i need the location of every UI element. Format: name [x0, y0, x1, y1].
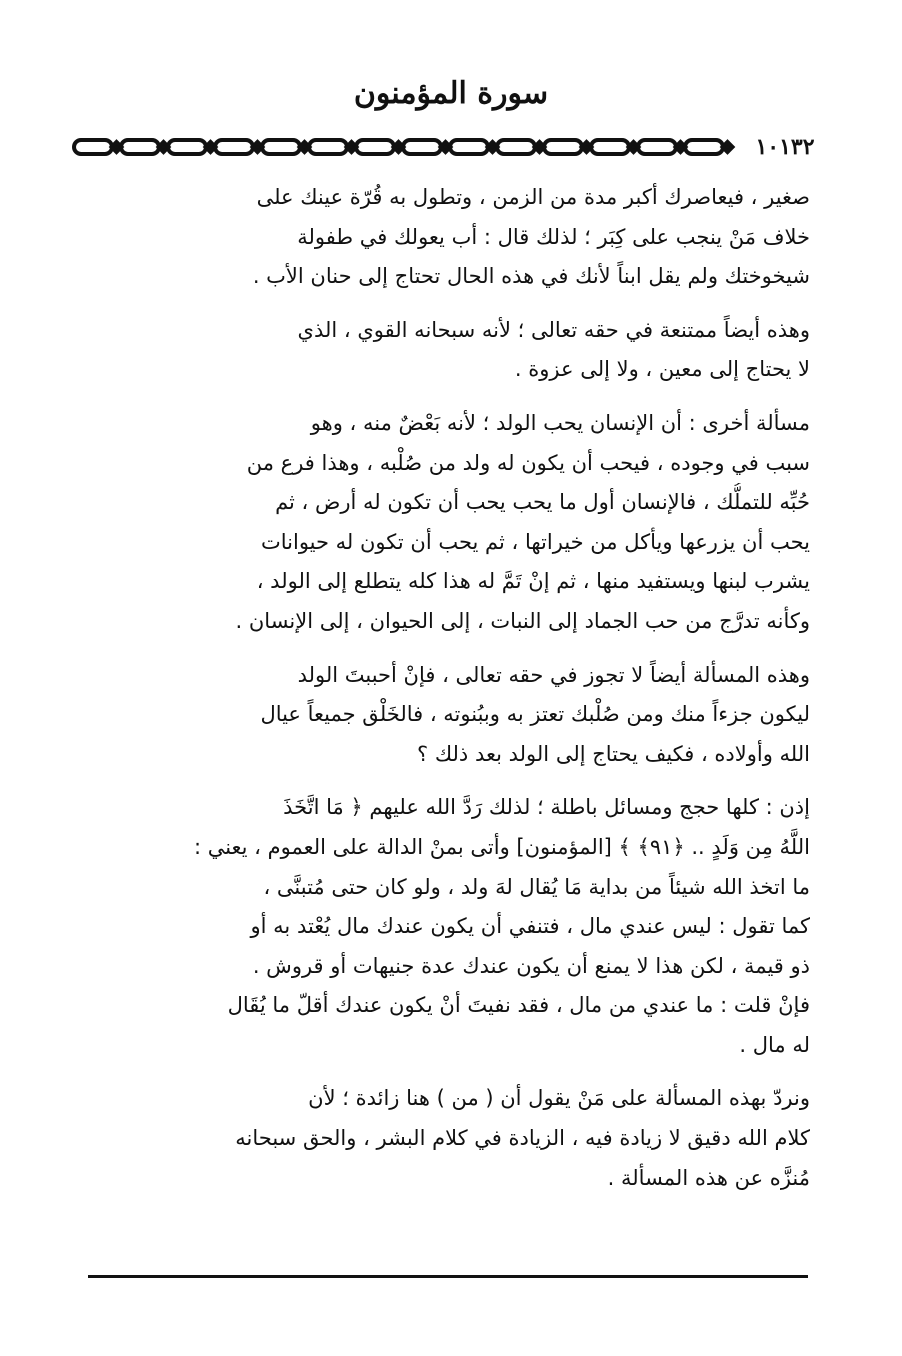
text-line: حُبِّه للتملُّك ، فالإنسان أول ما يحب يحب أن تكون له أرض ، ثم	[275, 490, 810, 515]
text-line: وهذه أيضاً ممتنعة في حقه تعالى ؛ لأنه سبحانه القوي ، الذي	[297, 317, 810, 342]
page-number: ١٠١٣٢	[740, 134, 830, 160]
decorative-header-border	[70, 132, 832, 162]
text-line: فإنْ قلت : ما عندي من مال ، فقد نفيتَ أنْ يكون عندك أقلّ ما يُقَال	[227, 993, 810, 1018]
text-line: لا يحتاج إلى معين ، ولا إلى عزوة .	[514, 357, 810, 382]
text-line: وكأنه تدرَّج من حب الجماد إلى النبات ، إلى الحيوان ، إلى الإنسان .	[235, 608, 810, 633]
text-line: مسألة أخرى : أن الإنسان يحب الولد ؛ لأنه بَعْضٌ منه ، وهو	[310, 410, 810, 435]
text-line: مُنزَّه عن هذه المسألة .	[607, 1165, 810, 1190]
text-line: وهذه المسألة أيضاً لا تجوز في حقه تعالى ، فإنْ أحببتَ الولد	[297, 662, 810, 687]
surah-title: سورة المؤمنون	[353, 76, 549, 111]
text-line: سبب في وجوده ، فيحب أن يكون له ولد من صُلْبه ، وهذا فرع من	[246, 450, 810, 475]
footer-rule	[88, 1275, 808, 1278]
text-line: ليكون جزءاً منك ومن صُلْبك تعتز به وببُنوته ، فالخَلْق جميعاً عيال	[260, 702, 810, 727]
text-line: الله وأولاده ، فكيف يحتاج إلى الولد بعد ذلك ؟	[417, 741, 810, 766]
text-line: ونردّ بهذه المسألة على مَنْ يقول أن ( من ) هنا زائدة ؛ لأن	[308, 1086, 810, 1111]
text-line: كما تقول : ليس عندي مال ، فتنفي أن يكون عندك مال يُعْتد به أو	[250, 914, 810, 939]
text-line: إذن : كلها حجج ومسائل باطلة ؛ لذلك رَدَّ الله عليهم ﴿ مَا اتَّخَذَ	[283, 795, 810, 820]
text-line: شيخوختك ولم يقل ابناً لأنك في هذه الحال تحتاج إلى حنان الأب .	[252, 264, 810, 289]
text-line: يشرب لبنها ويستفيد منها ، ثم إنْ تَمَّ له هذا كله يتطلع إلى الولد ،	[256, 569, 810, 594]
text-line: صغير ، فيعاصرك أكبر مدة من الزمن ، وتطول به قُرّة عينك على	[256, 185, 810, 209]
text-line: كلام الله دقيق لا زيادة فيه ، الزيادة في كلام البشر ، والحق سبحانه	[235, 1126, 810, 1151]
text-line: خلاف مَنْ ينجب على كِبَر ؛ لذلك قال : أب يعولك في طفولة	[297, 224, 810, 249]
body-text	[88, 178, 810, 1198]
text-line: ما اتخذ الله شيئاً من بداية مَا يُقال لهَ ولد ، ولو كان حتى مُتبنَّى ،	[263, 874, 810, 899]
text-line: ذو قيمة ، لكن هذا لا يمنع أن يكون عندك عدة جنيهات أو قروش .	[252, 953, 810, 978]
text-line: اللَّهُ مِن وَلَدٍ .. ﴿٩١﴾ ﴾ [المؤمنون] وأتى بمنْ الدالة على العموم ، يعني :	[193, 834, 810, 859]
text-line: يحب أن يزرعها ويأكل من خيراتها ، ثم يحب أن تكون له حيوانات	[260, 529, 810, 554]
text-line: له مال .	[739, 1032, 810, 1057]
